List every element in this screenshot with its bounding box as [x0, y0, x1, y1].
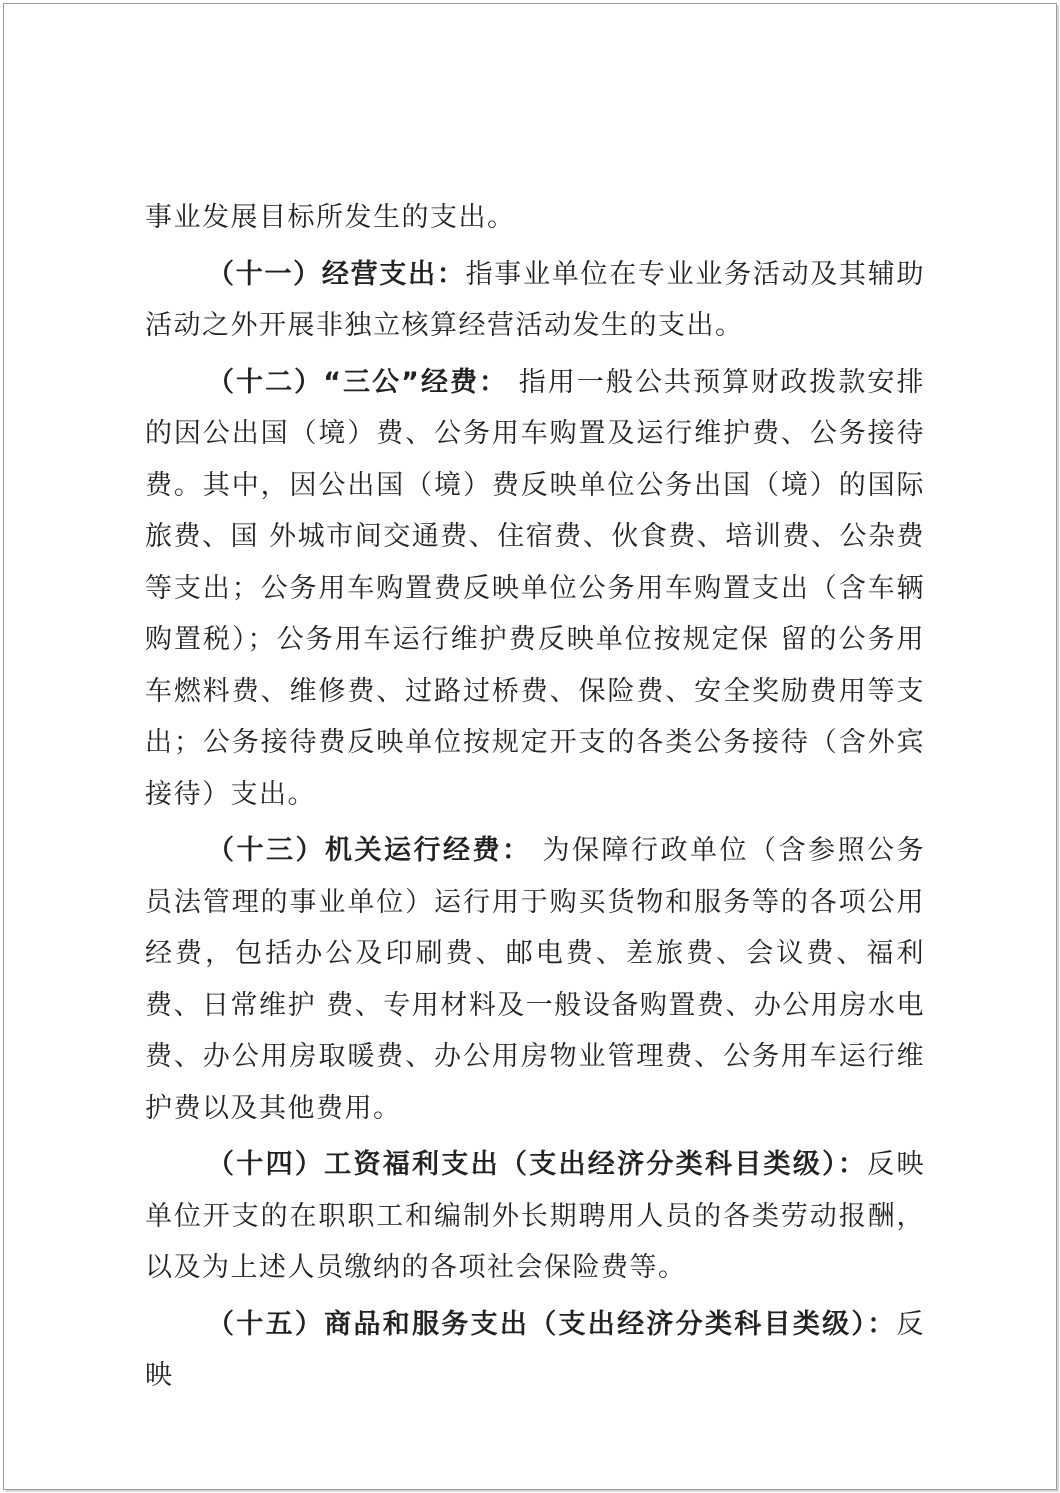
paragraph-text: 指用一般公共预算财政拨款安排的因公出国（境）费、公务用车购置及运行维护费、公务接待费。其中，因公出国（境）费反映单位公务出国（境）的国际旅费、国 外城市间交通费、住宿费、伙食费、培训费、公杂费等支出；公务用车购置费反映单位公务用车购置支出（含车辆购置税）；公务用车运行维护费反映单位按规定保 留的公务用车燃料费、维修费、过路过桥费、保险费、安全奖励费用等支出；公务接待费反映单位按规定开支的各类公务接待（含外宾接待）支出。 [145, 366, 925, 810]
paragraph-text: 为保障行政单位（含参照公务员法管理的事业单位）运行用于购买货物和服务等的各项公用经费，包括办公及印刷费、邮电费、差旅费、会议费、福利费、日常维护 费、专用材料及一般设备购置费、办公用房水电费、办公用房取暖费、办公用房物业管理费、公务用车运行维护费以及其他费用。 [145, 835, 925, 1124]
paragraph-heading: （十三）机关运行经费： [207, 835, 532, 866]
paragraph-heading: （十四）工资福利支出（支出经济分类科目类级）： [207, 1149, 868, 1180]
paragraph-text: 事业发展目标所发生的支出。 [145, 202, 516, 233]
paragraph-text: 指事业单位在专业业务活动及其辅助活动之外开展非独立核算经营活动发生的支出。 [145, 258, 925, 341]
paragraph [145, 192, 925, 244]
paragraph-wage-welfare [145, 1139, 925, 1294]
paragraph-agency-operating-funds [145, 825, 925, 1134]
paragraph-heading: （十一）经营支出： [207, 258, 466, 290]
paragraph-three-public-expenses [145, 357, 925, 821]
paragraph-heading: （十二）“三公”经费： [207, 366, 509, 398]
paragraph-text: 反映 [145, 1308, 925, 1391]
paragraph-goods-services [145, 1299, 925, 1402]
paragraph-heading: （十五）商品和服务支出（支出经济分类科目类级）： [207, 1308, 897, 1340]
paragraph-operating-expenditure [145, 249, 925, 352]
paragraph-text: 反映单位开支的在职职工和编制外长期聘用人员的各类劳动报酬，以及为上述人员缴纳的各项社会保险费等。 [145, 1149, 926, 1283]
document-body [145, 192, 925, 1407]
